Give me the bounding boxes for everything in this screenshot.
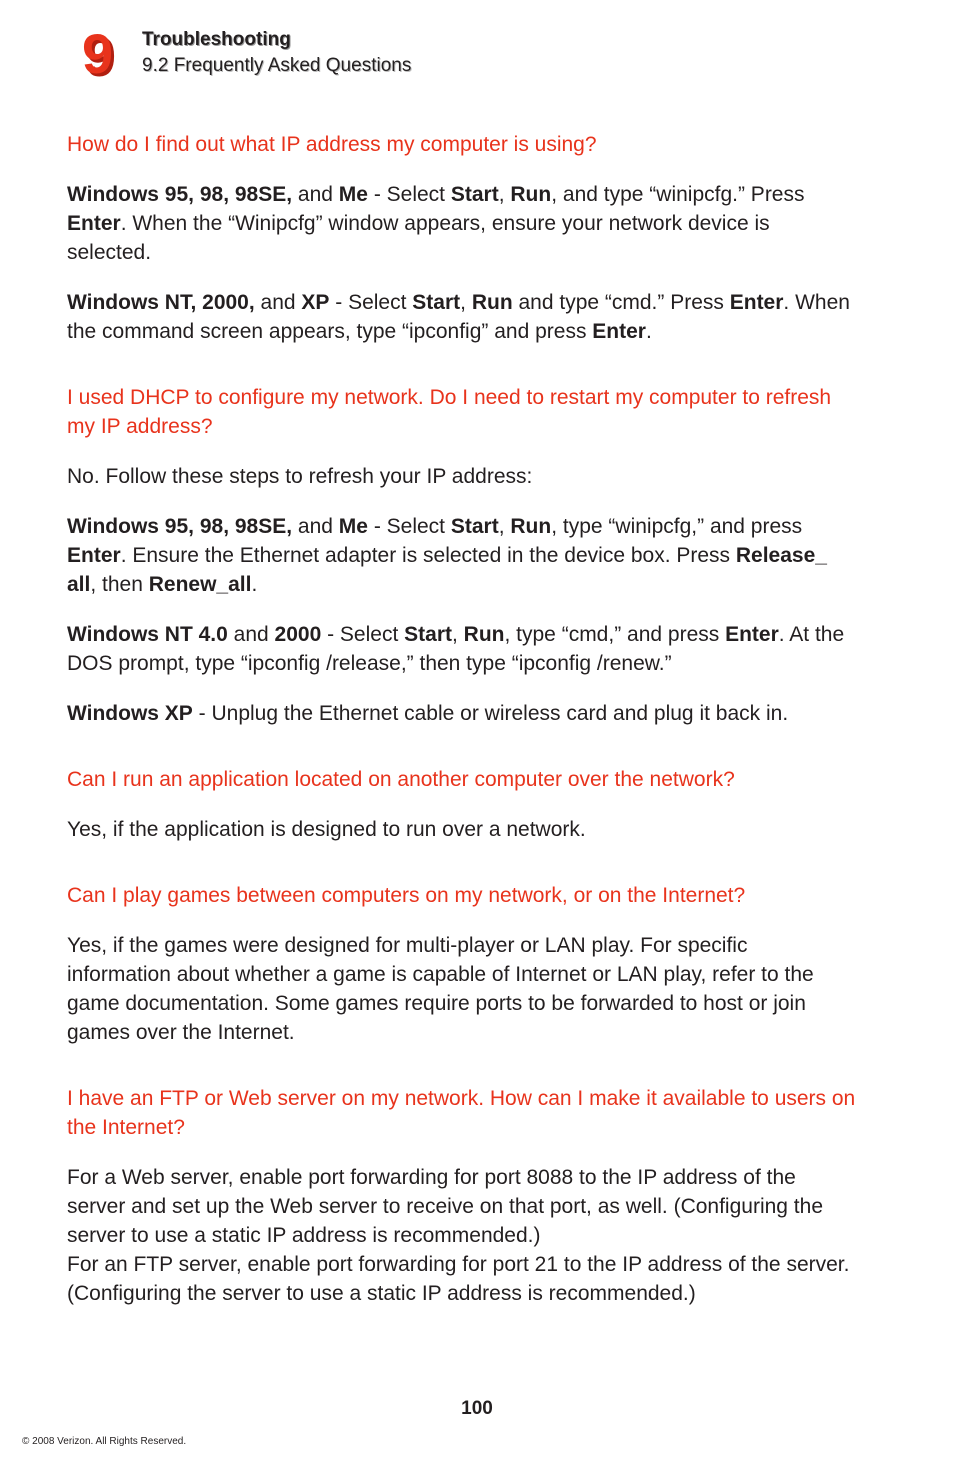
faq-question: How do I find out what IP address my computer is using? <box>67 133 597 156</box>
answer-text: - Select <box>367 515 451 538</box>
os-name: XP <box>301 291 330 314</box>
keyword: Enter <box>67 544 121 567</box>
os-name: Me <box>338 183 368 206</box>
os-name: Windows 95, 98, 98SE, <box>67 515 293 538</box>
answer-text: . When the “Winipcfg” window appears, ensure your network device is selected. <box>67 212 770 264</box>
header-text <box>142 26 411 78</box>
os-name: Windows XP <box>67 702 193 725</box>
answer-text: and <box>227 623 275 646</box>
keyword: Start <box>450 515 499 538</box>
answer-text: . <box>645 320 652 343</box>
faq-question: I have an FTP or Web server on my network. How can I make it available to users on the Internet? <box>67 1087 856 1139</box>
keyword: Enter <box>725 623 779 646</box>
answer-text: , and type “winipcfg.” Press <box>551 183 805 206</box>
faq-answer <box>67 620 857 678</box>
answer-text: and <box>254 291 302 314</box>
os-name: Windows 95, 98, 98SE, <box>67 183 293 206</box>
faq-question: I used DHCP to configure my network. Do I need to restart my computer to refresh my IP address? <box>67 386 832 438</box>
answer-text: , <box>452 623 464 646</box>
faq-answer <box>67 288 857 346</box>
answer-text: and <box>292 183 339 206</box>
answer-text: . When the command screen appears, type “ipconfig” and press <box>67 291 850 343</box>
chapter-title: Troubleshooting <box>142 29 291 50</box>
faq-answer: No. Follow these steps to refresh your IP address: <box>67 465 533 488</box>
faq-answer <box>67 699 857 728</box>
answer-text: - Select <box>321 623 405 646</box>
faq-answer: For a Web server, enable port forwarding for port 8088 to the IP address of the server and set up the Web server to receive on that port, as well. (Configuring the server to use a static IP address is recommended.) <box>67 1166 823 1247</box>
answer-text: . Ensure the Ethernet adapter is selected in the device box. Press <box>120 544 736 567</box>
keyword: Run <box>471 291 513 314</box>
keyword: Enter <box>729 291 784 314</box>
keyword: Enter <box>67 212 121 235</box>
faq-answer: For an FTP server, enable port forwarding for port 21 to the IP address of the server. (Configuring the server to use a static IP address is recommended.) <box>67 1253 850 1305</box>
answer-text: , <box>498 515 511 538</box>
answer-text: , then <box>90 573 149 596</box>
page-number: 100 <box>461 1398 493 1419</box>
keyword: Run <box>510 515 552 538</box>
faq-answer: Yes, if the games were designed for multi-player or LAN play. For specific information about whether a game is capable of Internet or LAN play, refer to the game documentation. Some games require ports to be forwarded to host or join games over the Internet. <box>67 934 814 1044</box>
keyword: Start <box>404 623 452 646</box>
faq-content <box>67 130 857 1329</box>
os-name: Windows NT, 2000, <box>67 291 255 314</box>
answer-text: . <box>251 573 258 596</box>
os-name: Windows NT 4.0 <box>67 623 228 646</box>
answer-text: - Select <box>329 291 413 314</box>
keyword: Release_ all <box>67 544 827 596</box>
keyword: Start <box>412 291 461 314</box>
keyword: Run <box>463 623 505 646</box>
section-title: 9.2 Frequently Asked Questions <box>142 55 412 76</box>
faq-answer <box>67 180 857 267</box>
answer-text: - Unplug the Ethernet cable or wireless card and plug it back in. <box>192 702 789 725</box>
answer-text: . At the DOS prompt, type “ipconfig /release,” then type “ipconfig /renew.” <box>67 623 845 675</box>
answer-text: , type “winipcfg,” and press <box>551 515 803 538</box>
keyword: Renew_all <box>148 573 252 596</box>
keyword: Run <box>510 183 552 206</box>
os-name: 2000 <box>274 623 322 646</box>
answer-text: and type “cmd.” Press <box>512 291 730 314</box>
faq-answer <box>67 512 857 599</box>
answer-text: , <box>460 291 472 314</box>
keyword: Start <box>450 183 499 206</box>
copyright-notice: © 2008 Verizon. All Rights Reserved. <box>22 1436 187 1447</box>
os-name: Me <box>338 515 368 538</box>
answer-text: , <box>498 183 511 206</box>
faq-question: Can I run an application located on another computer over the network? <box>67 768 735 791</box>
answer-text: and <box>292 515 339 538</box>
chapter-number: 9 <box>82 22 112 85</box>
answer-text: , type “cmd,” and press <box>504 623 726 646</box>
faq-answer: Yes, if the application is designed to run over a network. <box>67 818 586 841</box>
keyword: Enter <box>592 320 646 343</box>
faq-question: Can I play games between computers on my network, or on the Internet? <box>67 884 746 907</box>
answer-text: - Select <box>367 183 451 206</box>
